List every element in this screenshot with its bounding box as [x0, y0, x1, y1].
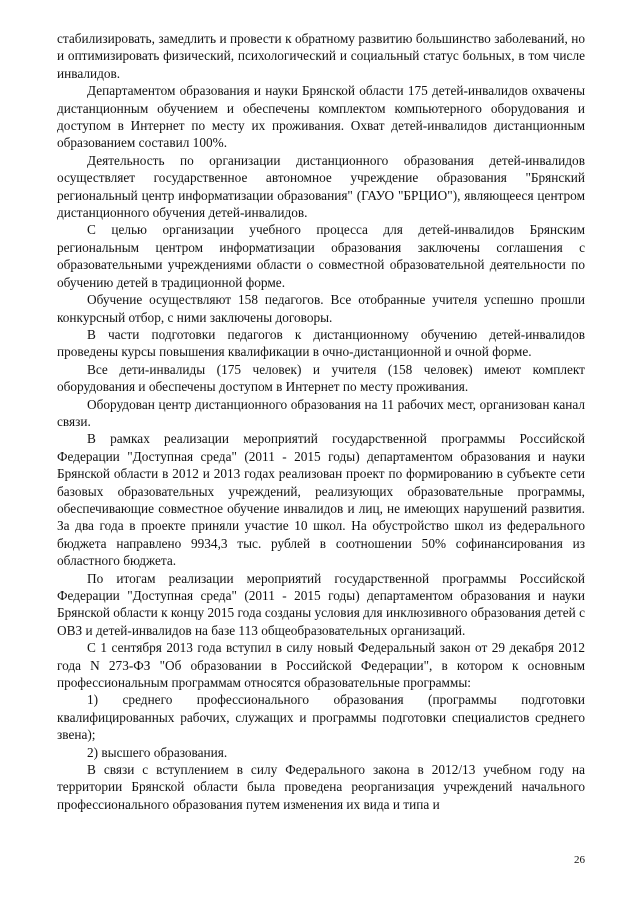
paragraph-remote-education-center: Деятельность по организации дистанционного образования детей-инвалидов осуществляет государственное автономное учреждение образования "Брянский региональный центр информатизации образования" (ГАУО "БРЦИО"), являющееся центром дистанционного обучения детей-инвалидов.	[57, 152, 585, 221]
paragraph-inclusive-education-results: По итогам реализации мероприятий государственной программы Российской Федерации "Доступная среда" (2011 - 2015 годы) департаментом образования и науки Брянской области к концу 2015 года созданы условия для инклюзивного образования детей с ОВЗ и детей-инвалидов на базе 113 общеобразовательных организаций.	[57, 570, 585, 638]
paragraph-teachers: Обучение осуществляют 158 педагогов. Все отобранные учителя успешно прошли конкурсный отбор, с ними заключены договоры.	[57, 292, 585, 325]
paragraph-workplaces: Оборудован центр дистанционного образования на 11 рабочих мест, организован канал связи.	[57, 396, 585, 429]
paragraph-list-item-1: 1) среднего профессионального образования (программы подготовки квалифицированных рабочих, служащих и программы подготовки специалистов среднего звена);	[57, 692, 585, 743]
paragraph-accessible-environment-project: В рамках реализации мероприятий государственной программы Российской Федерации "Доступная среда" (2011 - 2015 годы) департаментом образования и науки Брянской области в 2012 и 2013 годах реализован проект по формированию в субъекте сети базовых образовательных учреждений, реализующих образовательные программы, обеспечивающие совместное обучение инвалидов и лиц, не имеющих нарушений развития. За два года в проекте приняли участие 10 школ. На обустройство школ из федерального бюджета направлено 9934,3 тыс. рублей в соотношении 50% софинансирования из областного бюджета.	[57, 431, 585, 569]
page-number: 26	[574, 854, 585, 866]
paragraph-reorganization: В связи с вступлением в силу Федерального закона в 2012/13 учебном году на территории Брянской области была проведена реорганизация учреждений начального профессионального образования путем изменения их вида и типа и	[57, 762, 585, 812]
paragraph-list-item-2: 2) высшего образования.	[87, 744, 228, 760]
paragraph-federal-law: С 1 сентября 2013 года вступил в силу новый Федеральный закон от 29 декабря 2012 года N 273-ФЗ "Об образовании в Российской Федерации", в котором к основным профессиональным программам относятся образовательные программы:	[57, 640, 585, 691]
paragraph-training-courses: В части подготовки педагогов к дистанционному обучению детей-инвалидов проведены курсы повышения квалификации в очно-дистанционной и очной форме.	[57, 326, 585, 360]
paragraph-department-coverage: Департаментом образования и науки Брянской области 175 детей-инвалидов охвачены дистанционным обучением и обеспечены комплектом компьютерного оборудования и доступом в Интернет по месту их проживания. Охват детей-инвалидов дистанционным образованием составил 100%.	[57, 83, 585, 151]
paragraph-equipment: Все дети-инвалиды (175 человек) и учителя (158 человек) имеют комплект оборудования и обеспечены доступом в Интернет по месту проживания.	[57, 361, 585, 395]
paragraph-continuation: стабилизировать, замедлить и провести к обратному развитию большинство заболеваний, но и оптимизировать физический, психологический и социальный статус больных, в том числе инвалидов.	[57, 31, 585, 81]
paragraph-agreements: С целью организации учебного процесса для детей-инвалидов Брянским региональным центром информатизации образования заключены соглашения с образовательными учреждениями области о совместной образовательной деятельности по обучению детей в традиционной форме.	[57, 222, 585, 290]
